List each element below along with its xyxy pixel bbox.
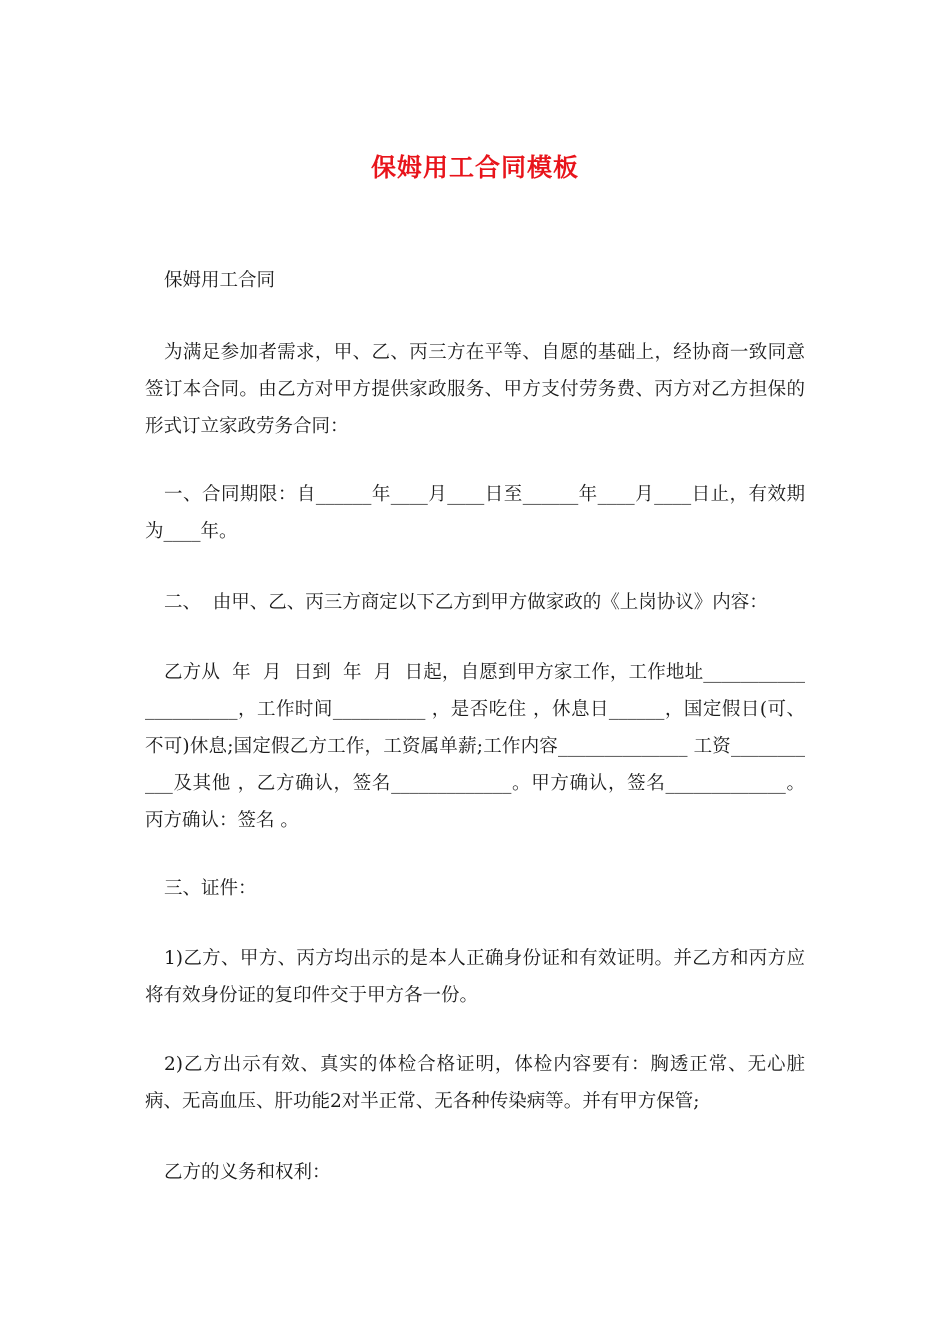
document-title: 保姆用工合同模板 (370, 153, 579, 182)
paragraph-term: 一、合同期限：自______年____月____日至______年____月____日止，有效期为____年。 (145, 484, 805, 542)
paragraph-section-three: 三、证件： (164, 878, 257, 899)
paragraph-id-documents: 1)乙方、甲方、丙方均出示的是本人正确身份证和有效证明。并乙方和丙方应将有效身份证的复印件交于甲方各一份。 (145, 948, 805, 1006)
paragraph-obligations-heading: 乙方的义务和权利： (164, 1162, 331, 1183)
paragraph-preamble: 为满足参加者需求，甲、乙、丙三方在平等、自愿的基础上，经协商一致同意签订本合同。由乙方对甲方提供家政服务、甲方支付劳务费、丙方对乙方担保的形式订立家政劳务合同： (145, 342, 805, 437)
paragraph-section-two: 二、 由甲、乙、丙三方商定以下乙方到甲方做家政的《上岗协议》内容： (164, 592, 768, 613)
paragraph-subtitle: 保姆用工合同 (164, 270, 276, 291)
paragraph-health-check: 2)乙方出示有效、真实的体检合格证明，体检内容要有：胸透正常、无心脏病、无高血压、肝功能2对半正常、无各种传染病等。并有甲方保管; (145, 1054, 805, 1112)
paragraph-work-agreement: 乙方从 年 月 日到 年 月 日起，自愿到甲方家工作，工作地址_____________________，工作时间__________ ，是否吃住 ，休息日______，国定假日(可、不可)休息;国定假乙方工作，工资属单薪;工作内容______________ 工资___________及其他 ，乙方确认，签名_____________。甲方确认，签名_____________。丙方确认：签名 。 (145, 662, 805, 831)
